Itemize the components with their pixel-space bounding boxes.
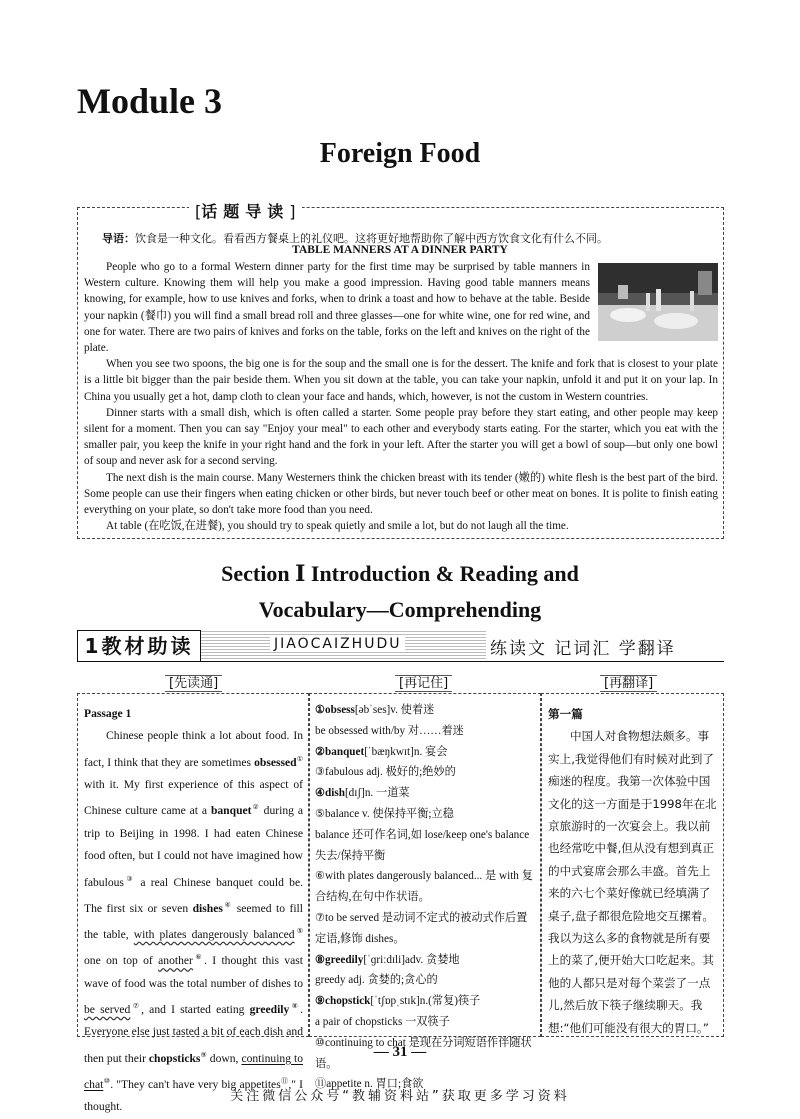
intro-paragraph: Dinner starts with a small dish, which is often called a starter. Some people pray before they start eating, and other people may keep silent for a moment. Then you can say "Enjoy your meal" to each other and everybody starts eating. For the starter, which you eat with the smaller pair, you keep the knife in your right hand and the fork in your left. After the starter you will get a bowl of soup—but only one bowl of soup and never ask for a second serving. bbox=[84, 406, 718, 468]
vocab-item: ②banquet[ˈbæŋkwɪt]n. 宴会 bbox=[315, 745, 448, 758]
translation-text: 中国人对食物想法颇多。事实上,我觉得他们有时候对此到了痴迷的程度。我第一次体验中国文化的这一方面是于1998年在北京旅游时的一次宴会上。我以前也经常吃中餐,但从没有想到真正的中式宴席会那么丰盛。首先上来的六七个菜好像就已经填满了桌子,盘子都很危险地交互摞着。我以为这么多的食物就是所有要上的菜了,便开始大口吃起来。其他的人都只是对每个菜尝了一点儿,然后放下筷子继续聊天。我想:“他们可能没有很大的胃口。” bbox=[548, 729, 717, 1035]
vocab-item: be obsessed with/by 对……着迷 bbox=[315, 724, 464, 737]
band-divider bbox=[201, 661, 724, 662]
vocab-item: ⑦to be served 是动词不定式的被动式作后置定语,修饰 dishes。 bbox=[315, 911, 528, 945]
vocab-item: ①obsess[əbˈses]v. 使着迷 bbox=[315, 704, 435, 716]
vocab-item: ⑩continuing to chat 是现在分词短语作伴随状语。 bbox=[315, 1036, 532, 1070]
vocab-item: ⑨chopstick[ˈtʃɒpˌstɪk]n.(常复)筷子 bbox=[315, 995, 481, 1008]
vocab-item: ⑧greedily[ˈɡriːdɪli]adv. 贪婪地 bbox=[315, 953, 460, 966]
vocab-item: ⑤balance v. 使保持平衡;立稳 bbox=[315, 807, 454, 820]
vocab-item: ⑥with plates dangerously balanced... 是 with 复合结构,在句中作状语。 bbox=[315, 870, 533, 904]
band-label: 1教材助读 bbox=[77, 630, 201, 662]
section-title: Section Ⅰ Introduction & Reading and Vocabulary—Comprehending bbox=[221, 561, 579, 622]
vocab-list bbox=[315, 700, 537, 1095]
translation bbox=[548, 703, 718, 1039]
band-subtitle: 练读文 记词汇 学翻译 bbox=[490, 639, 676, 659]
translation-title: 第一篇 bbox=[548, 707, 583, 721]
passage-text: Chinese people think a lot about food. In fact, I think that they are sometimes obsessed① with it. My first experience of this aspect of Chinese culture came at a banquet② during a trip to Beijing in 1998. I had eaten Chinese food often, but I could not have imagined how fabulous③ a real Chinese banquet could be. The first six or seven dishes④ seemed to fill the table, with plates dangerously balanced⑤ one on top of another⑥. I thought this vast wave of food was the total number of dishes to be served⑦, and I started eating greedily⑧. Everyone else just tasted a bit of each dish and then put their chopsticks⑨ down, continuing to chat⑩. "They can't have very big appetites⑪," I thought. bbox=[84, 729, 304, 1114]
col1-heading: [先读通] bbox=[165, 672, 222, 691]
band-pinyin: JIAOCAIZHUDU bbox=[270, 636, 405, 652]
intro-tag: [话题导读] bbox=[189, 199, 302, 222]
page-number: — 31 — bbox=[373, 1044, 427, 1060]
passage-title: Passage 1 bbox=[84, 707, 132, 720]
footer-note: 关注微信公众号“教辅资料站”获取更多学习资料 bbox=[230, 1089, 570, 1104]
vocab-item: greedy adj. 贪婪的;贪心的 bbox=[315, 974, 438, 987]
vocab-item: a pair of chopsticks 一双筷子 bbox=[315, 1015, 450, 1028]
col3-heading: [再翻译] bbox=[600, 672, 657, 691]
intro-paragraph: When you see two spoons, the big one is for the soup and the small one is for the dessert. The knife and fork that is closest to your plate is a little bit bigger than the pair beside them. When you sit down at the table, you can take your napkin, unfold it and put it on your lap. In China you usually get a hot, damp cloth to clean your face and hands, which, however, is not the custom in Western countries. bbox=[84, 358, 718, 403]
col2-heading: [再记住] bbox=[395, 672, 452, 691]
intro-paragraph: At table (在吃饭,在进餐), you should try to speak quietly and smile a lot, but do not laugh all the time. bbox=[106, 520, 569, 533]
vocab-item: balance 还可作名词,如 lose/keep one's balance 失去/保持平衡 bbox=[315, 828, 530, 862]
dinner-table-photo bbox=[598, 263, 718, 341]
module-title: Module 3 bbox=[77, 81, 223, 121]
intro-paragraph: People who go to a formal Western dinner party for the first time may be surprised by table manners in Western culture. Knowing them will help you make a good impression. Having good table manners means knowing, for example, how to use knives and forks, when to drink a toast and how to behave at the table. Beside your napkin (餐巾) you will find a small bread roll and three glasses—one for white wine, one for red wine, and one for water. There are two pairs of knives and forks on the table, forks on the left and knives on the right of the plate. bbox=[84, 261, 590, 355]
intro-body bbox=[84, 259, 718, 534]
vocab-item: ③fabulous adj. 极好的;绝妙的 bbox=[315, 766, 456, 779]
intro-paragraph: The next dish is the main course. Many Westerners think the chicken breast with its tender (嫩的) white flesh is the best part of the bird. Some people can use their fingers when eating chicken or other birds, but never touch beef or other meat on bones. It is polite to finish eating everything on your plate, so don't take more food than you need. bbox=[84, 471, 718, 517]
vocab-item: ⑪appetite n. 胃口;食欲 bbox=[315, 1078, 424, 1091]
vocab-item: ④dish[dɪʃ]n. 一道菜 bbox=[315, 787, 410, 800]
unit-title: Foreign Food bbox=[319, 138, 481, 169]
intro-lead: 导语：饮食是一种文化。看看西方餐桌上的礼仪吧。这将更好地帮助你了解中西方饮食文化有什么不同。 bbox=[102, 232, 608, 245]
intro-heading: TABLE MANNERS AT A DINNER PARTY bbox=[292, 244, 508, 256]
